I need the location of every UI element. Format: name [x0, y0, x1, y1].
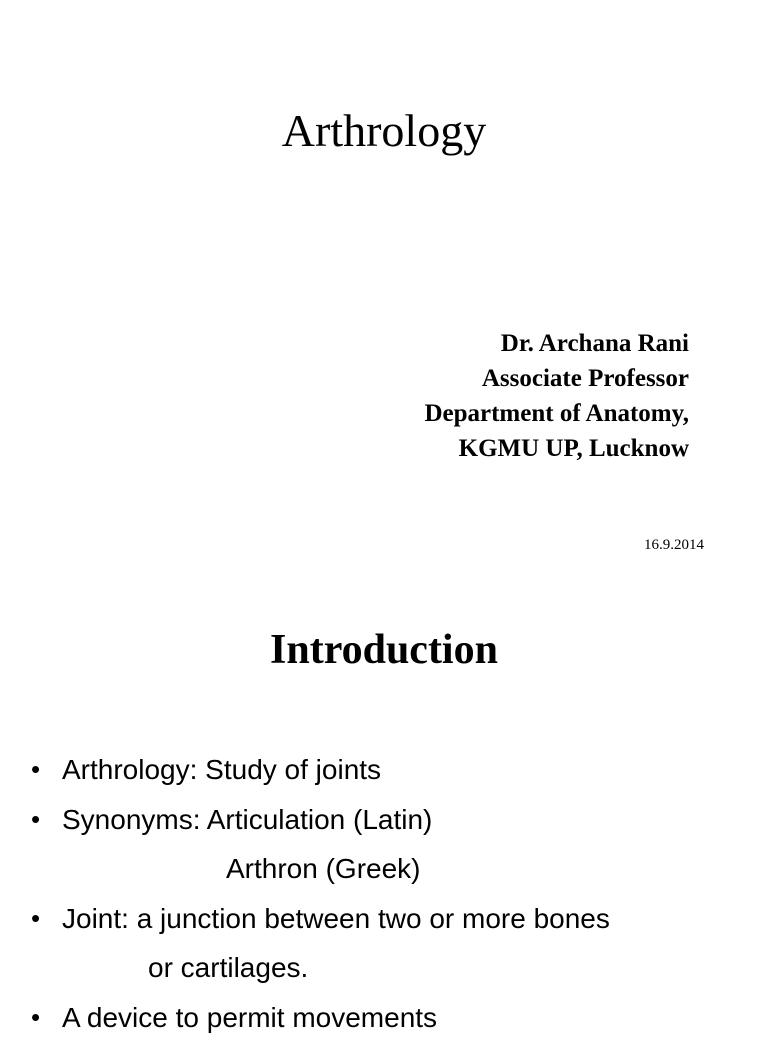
author-institution: KGMU UP, Lucknow: [424, 431, 689, 466]
author-block: [424, 326, 689, 466]
list-item-continuation: [0, 844, 768, 894]
list-item-text: Synonyms: Articulation (Latin): [62, 795, 432, 845]
list-item-text: Arthrology: Study of joints: [62, 745, 381, 795]
author-position: Associate Professor: [424, 361, 689, 396]
author-department: Department of Anatomy,: [424, 396, 689, 431]
list-item-text: or cartilages.: [148, 943, 308, 993]
list-item-text: Arthron (Greek): [226, 844, 421, 894]
bullet-marker: •: [31, 993, 40, 1042]
list-item: [0, 993, 768, 1042]
list-item-text: A device to permit movements: [62, 993, 437, 1042]
slide-title: Arthrology: [0, 103, 768, 159]
bullet-marker: •: [31, 745, 40, 795]
presentation-date: 16.9.2014: [644, 535, 704, 555]
list-item: [0, 894, 768, 944]
bullet-list: [0, 745, 768, 1042]
bullet-marker: •: [31, 795, 40, 845]
bullet-marker: •: [31, 894, 40, 944]
author-name: Dr. Archana Rani: [424, 326, 689, 361]
list-item-continuation: [0, 943, 768, 993]
list-item: [0, 795, 768, 845]
section-title: Introduction: [0, 622, 768, 678]
list-item-text: Joint: a junction between two or more bones: [62, 894, 610, 944]
list-item: [0, 745, 768, 795]
